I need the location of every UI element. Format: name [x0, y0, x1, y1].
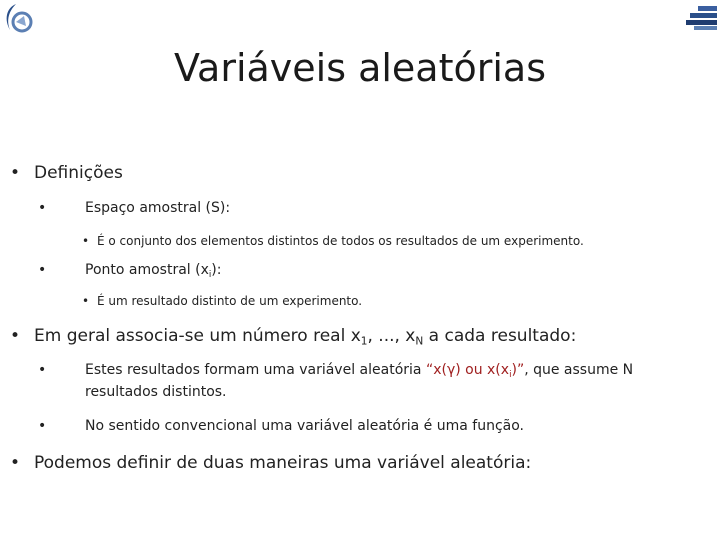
bullet-marker: •: [38, 418, 47, 434]
institution-logo-left: [2, 2, 34, 36]
bullet-podemos-definir: Podemos definir de duas maneiras uma variável aleatória:: [34, 453, 532, 473]
bullet-marker: •: [82, 234, 90, 248]
bullet-espaco-amostral: Espaço amostral (S):: [85, 200, 231, 216]
bullet-em-geral: Em geral associa-se um número real $x_1$, ..., $x_N$ a cada resultado:: [34, 326, 577, 348]
bullet-marker: •: [10, 163, 21, 183]
random-variable-notation: “x(γ) ou $x(x_i)$”: [425, 362, 525, 381]
bullet-marker: •: [10, 453, 21, 473]
bullet-marker: •: [38, 262, 47, 278]
slide-title: Variáveis aleatórias: [173, 46, 547, 90]
bullet-marker: •: [82, 294, 90, 308]
bullet-definicoes: Definições: [34, 163, 123, 183]
bullet-marker: •: [38, 200, 47, 216]
bullet-marker: •: [38, 362, 47, 378]
bullet-ponto-amostral: Ponto amostral $(x_i)$:: [85, 262, 222, 281]
bullet-estes-resultados-cont: resultados distintos.: [85, 384, 227, 400]
bullet-espaco-definicao: É o conjunto dos elementos distintos de todos os resultados de um experimento.: [97, 234, 584, 248]
bullet-estes-resultados: Estes resultados formam uma variável aleatória “x(γ) ou $x(x_i)$”, que assume N: [85, 362, 634, 381]
bullet-sentido-convencional: No sentido convencional uma variável aleatória é uma função.: [85, 418, 524, 434]
institution-logo-right: [684, 5, 718, 31]
bullet-marker: •: [10, 326, 21, 346]
bullet-ponto-definicao: É um resultado distinto de um experimento.: [97, 294, 363, 308]
